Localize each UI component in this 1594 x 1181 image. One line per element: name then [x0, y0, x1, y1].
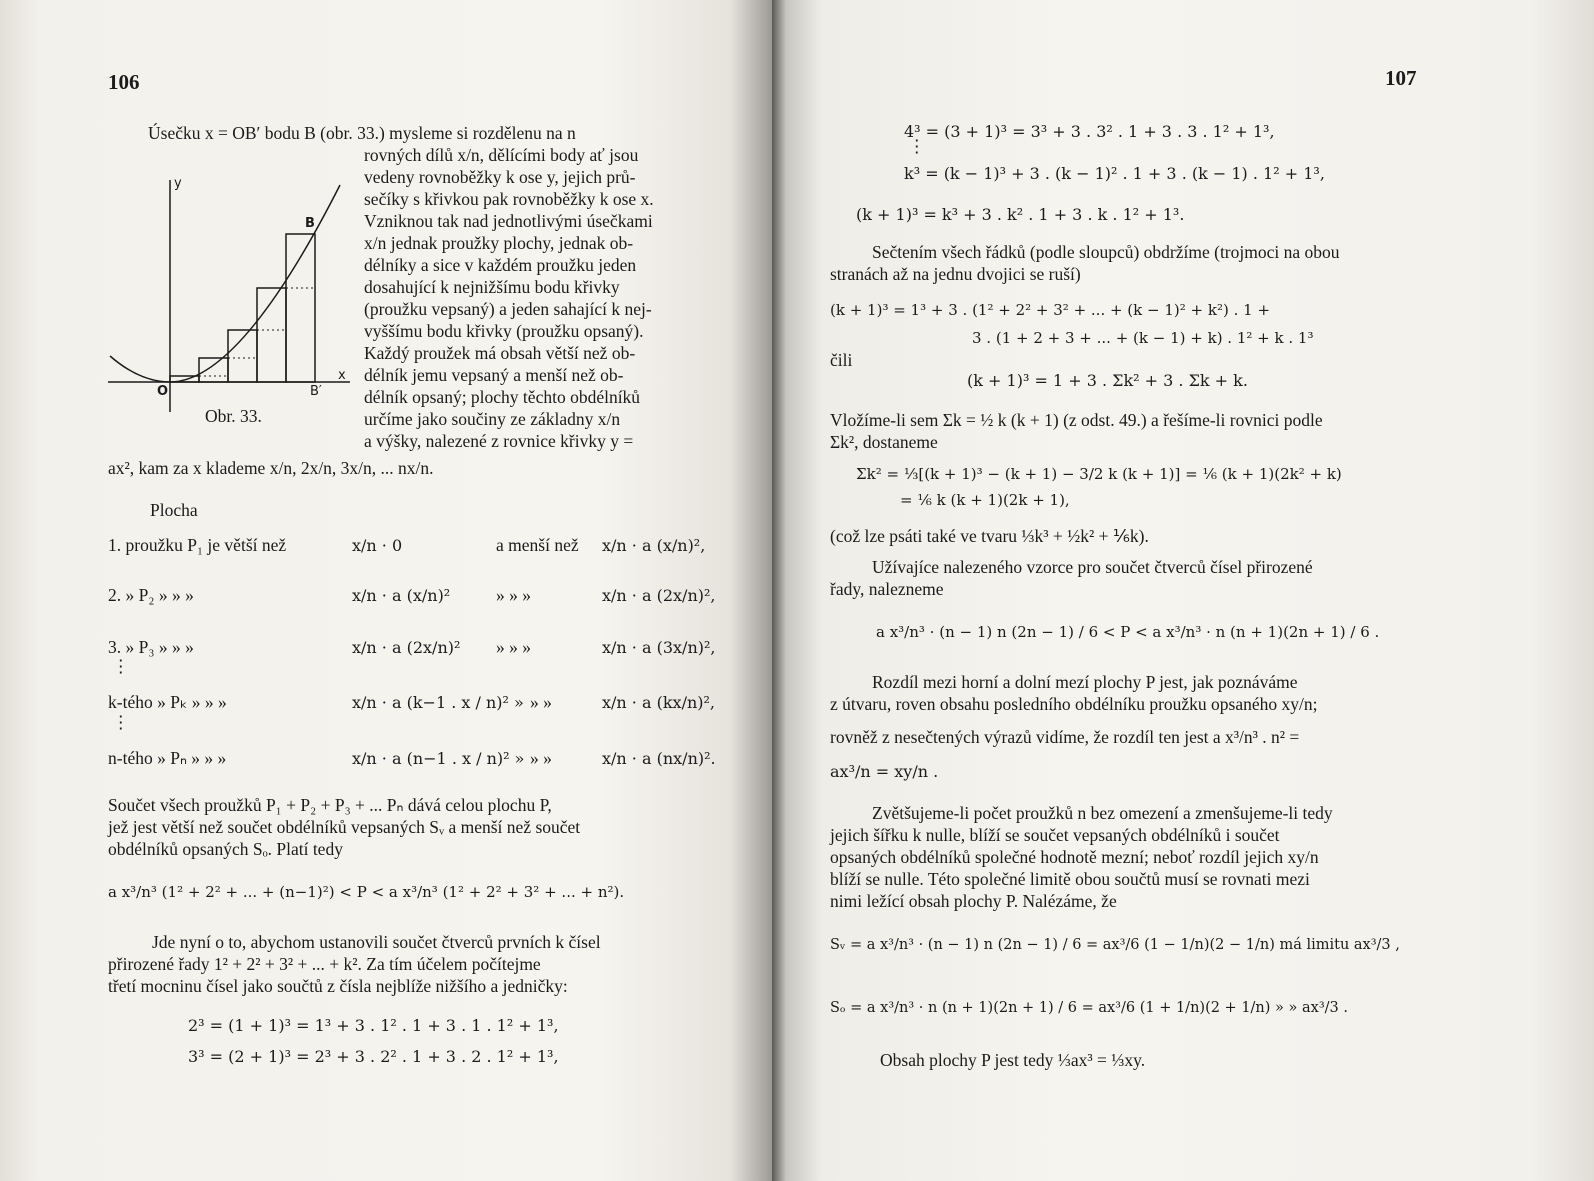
figure-33 [100, 170, 360, 440]
strip-lower-bound: x/n · a (n−1 . x / n)² » [352, 749, 525, 768]
text-line: rovných dílů x/n, dělícími body ať jsou [364, 145, 639, 165]
strip-connector: » » » [496, 585, 531, 605]
text-line: opsaných obdélníků společné hodnotě mezní; neboť rozdíl jejich xy/n [830, 847, 1319, 867]
cube-equation: (k + 1)³ = k³ + 3 . k² . 1 + 3 . k . 1² + 1³. [856, 205, 1185, 224]
x-axis-label: x [338, 368, 346, 383]
sum-equation: 3 . (1 + 2 + 3 + ... + (k − 1) + k) . 1² + k . 1³ [972, 329, 1314, 347]
text-line: vyššímu bodu křivky (proužku opsaný). [364, 321, 644, 341]
sum-equation: (k + 1)³ = 1³ + 3 . (1² + 2² + 3² + ... + (k − 1)² + k²) . 1 + [830, 301, 1271, 319]
page-number: 107 [1385, 66, 1417, 90]
strip-connector: » » » [496, 637, 531, 657]
sv-equation: Sᵥ = a x³/n³ · (n − 1) n (2n − 1) / 6 = ax³/6 (1 − 1/n)(2 − 1/n) má limitu ax³/3 , [830, 937, 1400, 953]
text-line: Užívajíce nalezeného vzorce pro součet čtverců čísel přirozené [872, 557, 1313, 577]
ellipsis-dots: ⋮ [908, 136, 926, 156]
strip-lower-bound: x/n · a (k−1 . x / n)² » [352, 693, 524, 712]
text-line: Σk², dostaneme [830, 432, 938, 452]
strip-lower-bound: x/n · a (x/n)² [352, 586, 451, 605]
text-line: Úsečku x = OB′ bodu B (obr. 33.) mysleme si rozdělenu na n [148, 123, 576, 143]
cube-equation: k³ = (k − 1)³ + 3 . (k − 1)² . 1 + 3 . (k − 1) . 1² + 1³, [904, 164, 1325, 183]
parabola-figure [100, 170, 360, 440]
text-line: nimi ležící obsah plochy P. Nalézáme, že [830, 891, 1117, 911]
y-axis-label: y [174, 176, 182, 191]
inequality-equation: a x³/n³ (1² + 2² + ... + (n−1)²) < P < a x³/n³ (1² + 2² + 3² + ... + n²). [108, 883, 625, 901]
text-line: délník opsaný; plochy těchto obdélníků [364, 387, 641, 407]
cube-equation: 4³ = (3 + 1)³ = 3³ + 3 . 3² . 1 + 3 . 3 . 1² + 1³, [904, 122, 1275, 141]
final-result: Obsah plochy P jest tedy ⅓ax³ = ⅓xy. [880, 1050, 1146, 1070]
so-equation: Sₒ = a x³/n³ · n (n + 1)(2n + 1) / 6 = ax³/6 (1 + 1/n)(2 + 1/n) » » ax³/3 . [830, 1000, 1348, 1016]
strip-lower-bound: x/n · a (2x/n)² [352, 638, 461, 657]
text-line: Sečtením všech řádků (podle sloupců) obdržíme (trojmoci na obou [872, 242, 1340, 262]
text-line: rovněž z nesečtených výrazů vidíme, že rozdíl ten jest a x³/n³ . n² = [830, 727, 1300, 747]
text-line: jež jest větší než součet obdélníků vepsaných Sᵥ a menší než součet [108, 817, 581, 837]
text-line: určíme jako součiny ze základny x/n [364, 409, 621, 429]
text-line: ax³/n = xy/n . [830, 762, 939, 781]
cili-word: čili [830, 350, 853, 370]
text-line: (proužku vepsaný) a jeden sahající k nej- [364, 299, 652, 319]
strip-connector: a menší než [496, 535, 579, 555]
text-line: délníky a sice v každém proužku jeden [364, 255, 637, 275]
text-line: jejich šířku k nulle, blíží se součet vepsaných obdélníků i součet [830, 825, 1280, 845]
strip-label: 2. » P₂ » » » [108, 585, 194, 605]
sigma-equation: = ⅙ k (k + 1)(2k + 1), [900, 491, 1070, 509]
text-line: Jde nyní o to, abychom ustanovili součet čtverců prvních k čísel [152, 932, 601, 952]
strip-connector: » » [530, 692, 552, 712]
text-line: a výšky, nalezené z rovnice křivky y = [364, 431, 634, 451]
strip-connector: » » [530, 748, 552, 768]
text-line: z útvaru, roven obsahu posledního obdélníku proužku opsaného xy/n; [830, 694, 1318, 714]
text-line: Zvětšujeme-li počet proužků n bez omezení a zmenšujeme-li tedy [872, 803, 1333, 823]
ellipsis-dots: ⋮ [112, 656, 130, 676]
point-b-prime-label: B′ [310, 384, 322, 399]
plocha-heading: Plocha [150, 500, 198, 520]
text-line: délník jemu vepsaný a menší než ob- [364, 365, 624, 385]
text-line: Vložíme-li sem Σk = ½ k (k + 1) (z odst. 49.) a řešíme-li rovnici podle [830, 410, 1323, 430]
right-page [772, 0, 1594, 1181]
text-line: třetí mocninu čísel jako součtů z čísla nejblíže nižšího a jedničky: [108, 976, 568, 996]
strip-upper-bound: x/n · a (3x/n)², [602, 638, 716, 657]
text-line: dosahující k nejnižšímu bodu křivky [364, 277, 620, 297]
strip-lower-bound: x/n · 0 [352, 536, 403, 555]
cube-equation: 2³ = (1 + 1)³ = 1³ + 3 . 1² . 1 + 3 . 1 . 1² + 1³, [188, 1016, 559, 1035]
strip-label: n-tého » Pₙ » » » [108, 748, 227, 768]
text-line: stranách až na jednu dvojici se ruší) [830, 264, 1081, 284]
page-number: 106 [108, 70, 140, 94]
point-b-label: B [305, 216, 315, 231]
text-line: Rozdíl mezi horní a dolní mezí plochy P jest, jak poznáváme [872, 672, 1298, 692]
text-line: ax², kam za x klademe x/n, 2x/n, 3x/n, ... nx/n. [108, 458, 434, 478]
cili-equation: (k + 1)³ = 1 + 3 . Σk² + 3 . Σk + k. [967, 371, 1248, 390]
form-remark: (což lze psáti také ve tvaru ⅓k³ + ½k² + ⅙k). [830, 526, 1149, 546]
left-page [0, 0, 772, 1181]
strip-upper-bound: x/n · a (nx/n)². [602, 749, 716, 768]
strip-label: 3. » P₃ » » » [108, 637, 194, 657]
figure-caption: Obr. 33. [205, 406, 262, 426]
text-line: vedeny rovnoběžky k ose y, jejich prů- [364, 167, 636, 187]
strip-upper-bound: x/n · a (x/n)², [602, 536, 706, 555]
strip-upper-bound: x/n · a (2x/n)², [602, 586, 716, 605]
strip-label: 1. proužku P₁ je větší než [108, 535, 287, 555]
ellipsis-dots: ⋮ [112, 712, 130, 732]
strip-label: k-tého » Pₖ » » » [108, 692, 227, 712]
origin-label: O [157, 384, 169, 399]
text-line: sečíky s křivkou pak rovnoběžky k ose x. [364, 189, 654, 209]
text-line: Každý proužek má obsah větší než ob- [364, 343, 636, 363]
text-line: řady, nalezneme [830, 579, 944, 599]
cube-equation: 3³ = (2 + 1)³ = 2³ + 3 . 2² . 1 + 3 . 2 . 1² + 1³, [188, 1047, 559, 1066]
sigma-equation: Σk² = ⅓[(k + 1)³ − (k + 1) − 3/2 k (k + 1)] = ⅙ (k + 1)(2k² + k) [856, 465, 1342, 483]
bounds-equation: a x³/n³ · (n − 1) n (2n − 1) / 6 < P < a x³/n³ · n (n + 1)(2n + 1) / 6 . [876, 623, 1380, 641]
strip-upper-bound: x/n · a (kx/n)², [602, 693, 715, 712]
text-line: x/n jednak proužky plochy, jednak ob- [364, 233, 634, 253]
text-line: blíží se nulle. Této společné limitě obou součtů musí se rovnati mezi [830, 869, 1310, 889]
text-line: přirozené řady 1² + 2² + 3² + ... + k². Za tím účelem počítejme [108, 954, 541, 974]
text-line: obdélníků opsaných Sₒ. Platí tedy [108, 839, 343, 859]
text-line: Vzniknou tak nad jednotlivými úsečkami [364, 211, 653, 231]
text-line: Součet všech proužků P₁ + P₂ + P₃ + ... Pₙ dává celou plochu P, [108, 795, 552, 815]
